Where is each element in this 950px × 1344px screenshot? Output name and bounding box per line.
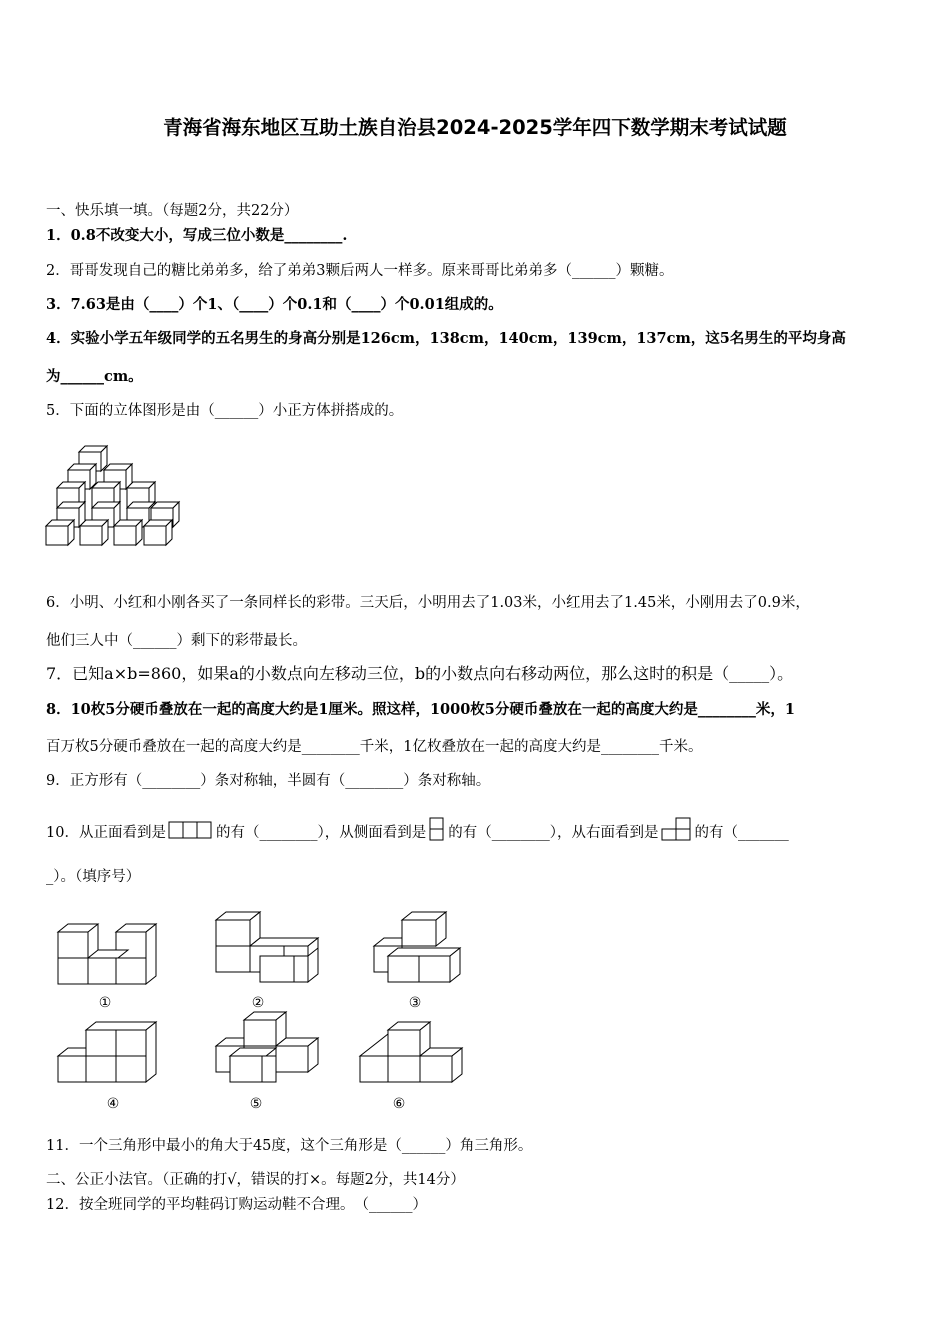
figure-label-3: ③ xyxy=(408,995,422,1011)
figure-2 xyxy=(210,908,325,990)
figure-label-4: ④ xyxy=(106,1096,120,1112)
question-3: 3．7.63是由（____）个1、（____）个0.1和（____）个0.01组成的。 xyxy=(46,296,503,313)
q10-part2: 的有（________），从侧面看到是 xyxy=(215,825,427,841)
question-10-line2: _）。（填序号） xyxy=(46,869,141,885)
figure-3 xyxy=(368,908,468,990)
question-9: 9．正方形有（________）条对称轴，半圆有（________）条对称轴。 xyxy=(46,773,491,789)
figure-5 xyxy=(210,1008,325,1090)
question-12: 12．按全班同学的平均鞋码订购运动鞋不合理。 （______） xyxy=(46,1197,427,1213)
question-6-line2: 他们三人中（______）剩下的彩带最长。 xyxy=(46,633,307,649)
figure-6 xyxy=(354,1018,469,1090)
question-6-line1: 6．小明、小红和小刚各买了一条同样长的彩带。三天后，小明用去了1.03米，小红用去了1.45米，小刚用去了0.9米， xyxy=(46,595,810,611)
figure-label-5: ⑤ xyxy=(249,1096,263,1112)
question-4-line1: 4．实验小学五年级同学的五名男生的身高分别是126cm，138cm，140cm，139cm，137cm，这5名男生的平均身高 xyxy=(46,330,846,347)
side-view-icon xyxy=(428,817,446,847)
figure-label-1: ① xyxy=(98,995,112,1011)
q10-part1: 10．从正面看到是 xyxy=(46,825,166,841)
question-11: 11．一个三角形中最小的角大于45度，这个三角形是（______）角三角形。 xyxy=(46,1138,533,1154)
right-view-icon xyxy=(660,817,692,847)
section-heading-2: 二、公正小法官。（正确的打√，错误的打×。每题2分，共14分） xyxy=(46,1172,465,1188)
question-7: 7．已知a×b=860，如果a的小数点向左移动三位，b的小数点向右移动两位，那么这时的积是（_____）。 xyxy=(46,664,794,683)
figure-1 xyxy=(52,920,167,992)
q10-part4: 的有（_______ xyxy=(694,825,789,841)
page-title: 青海省海东地区互助土族自治县2024-2025学年四下数学期末考试试题 xyxy=(163,116,787,139)
front-view-icon xyxy=(168,821,214,847)
question-4-line2: 为______cm。 xyxy=(46,368,143,385)
section-heading-1: 一、快乐填一填。（每题2分，共22分） xyxy=(46,203,299,219)
q10-part3: 的有（________），从右面看到是 xyxy=(448,825,659,841)
question-8-line2: 百万枚5分硬币叠放在一起的高度大约是________千米，1亿枚叠放在一起的高度大约是________千米。 xyxy=(46,739,703,755)
figure-label-2: ② xyxy=(251,995,265,1011)
figure-4 xyxy=(52,1018,167,1090)
cube-pyramid-figure xyxy=(44,442,189,562)
figure-label-6: ⑥ xyxy=(392,1096,406,1112)
question-8-line1: 8．10枚5分硬币叠放在一起的高度大约是1厘米。照这样，1000枚5分硬币叠放在一起的高度大约是________米，1 xyxy=(46,701,795,718)
question-5: 5．下面的立体图形是由（______）小正方体拼搭成的。 xyxy=(46,403,404,419)
question-2: 2．哥哥发现自己的糖比弟弟多，给了弟弟3颗后两人一样多。原来哥哥比弟弟多（______）颗糖。 xyxy=(46,263,674,279)
question-1: 1．0.8不改变大小，写成三位小数是________. xyxy=(46,227,348,244)
question-10-line1 xyxy=(46,817,789,847)
